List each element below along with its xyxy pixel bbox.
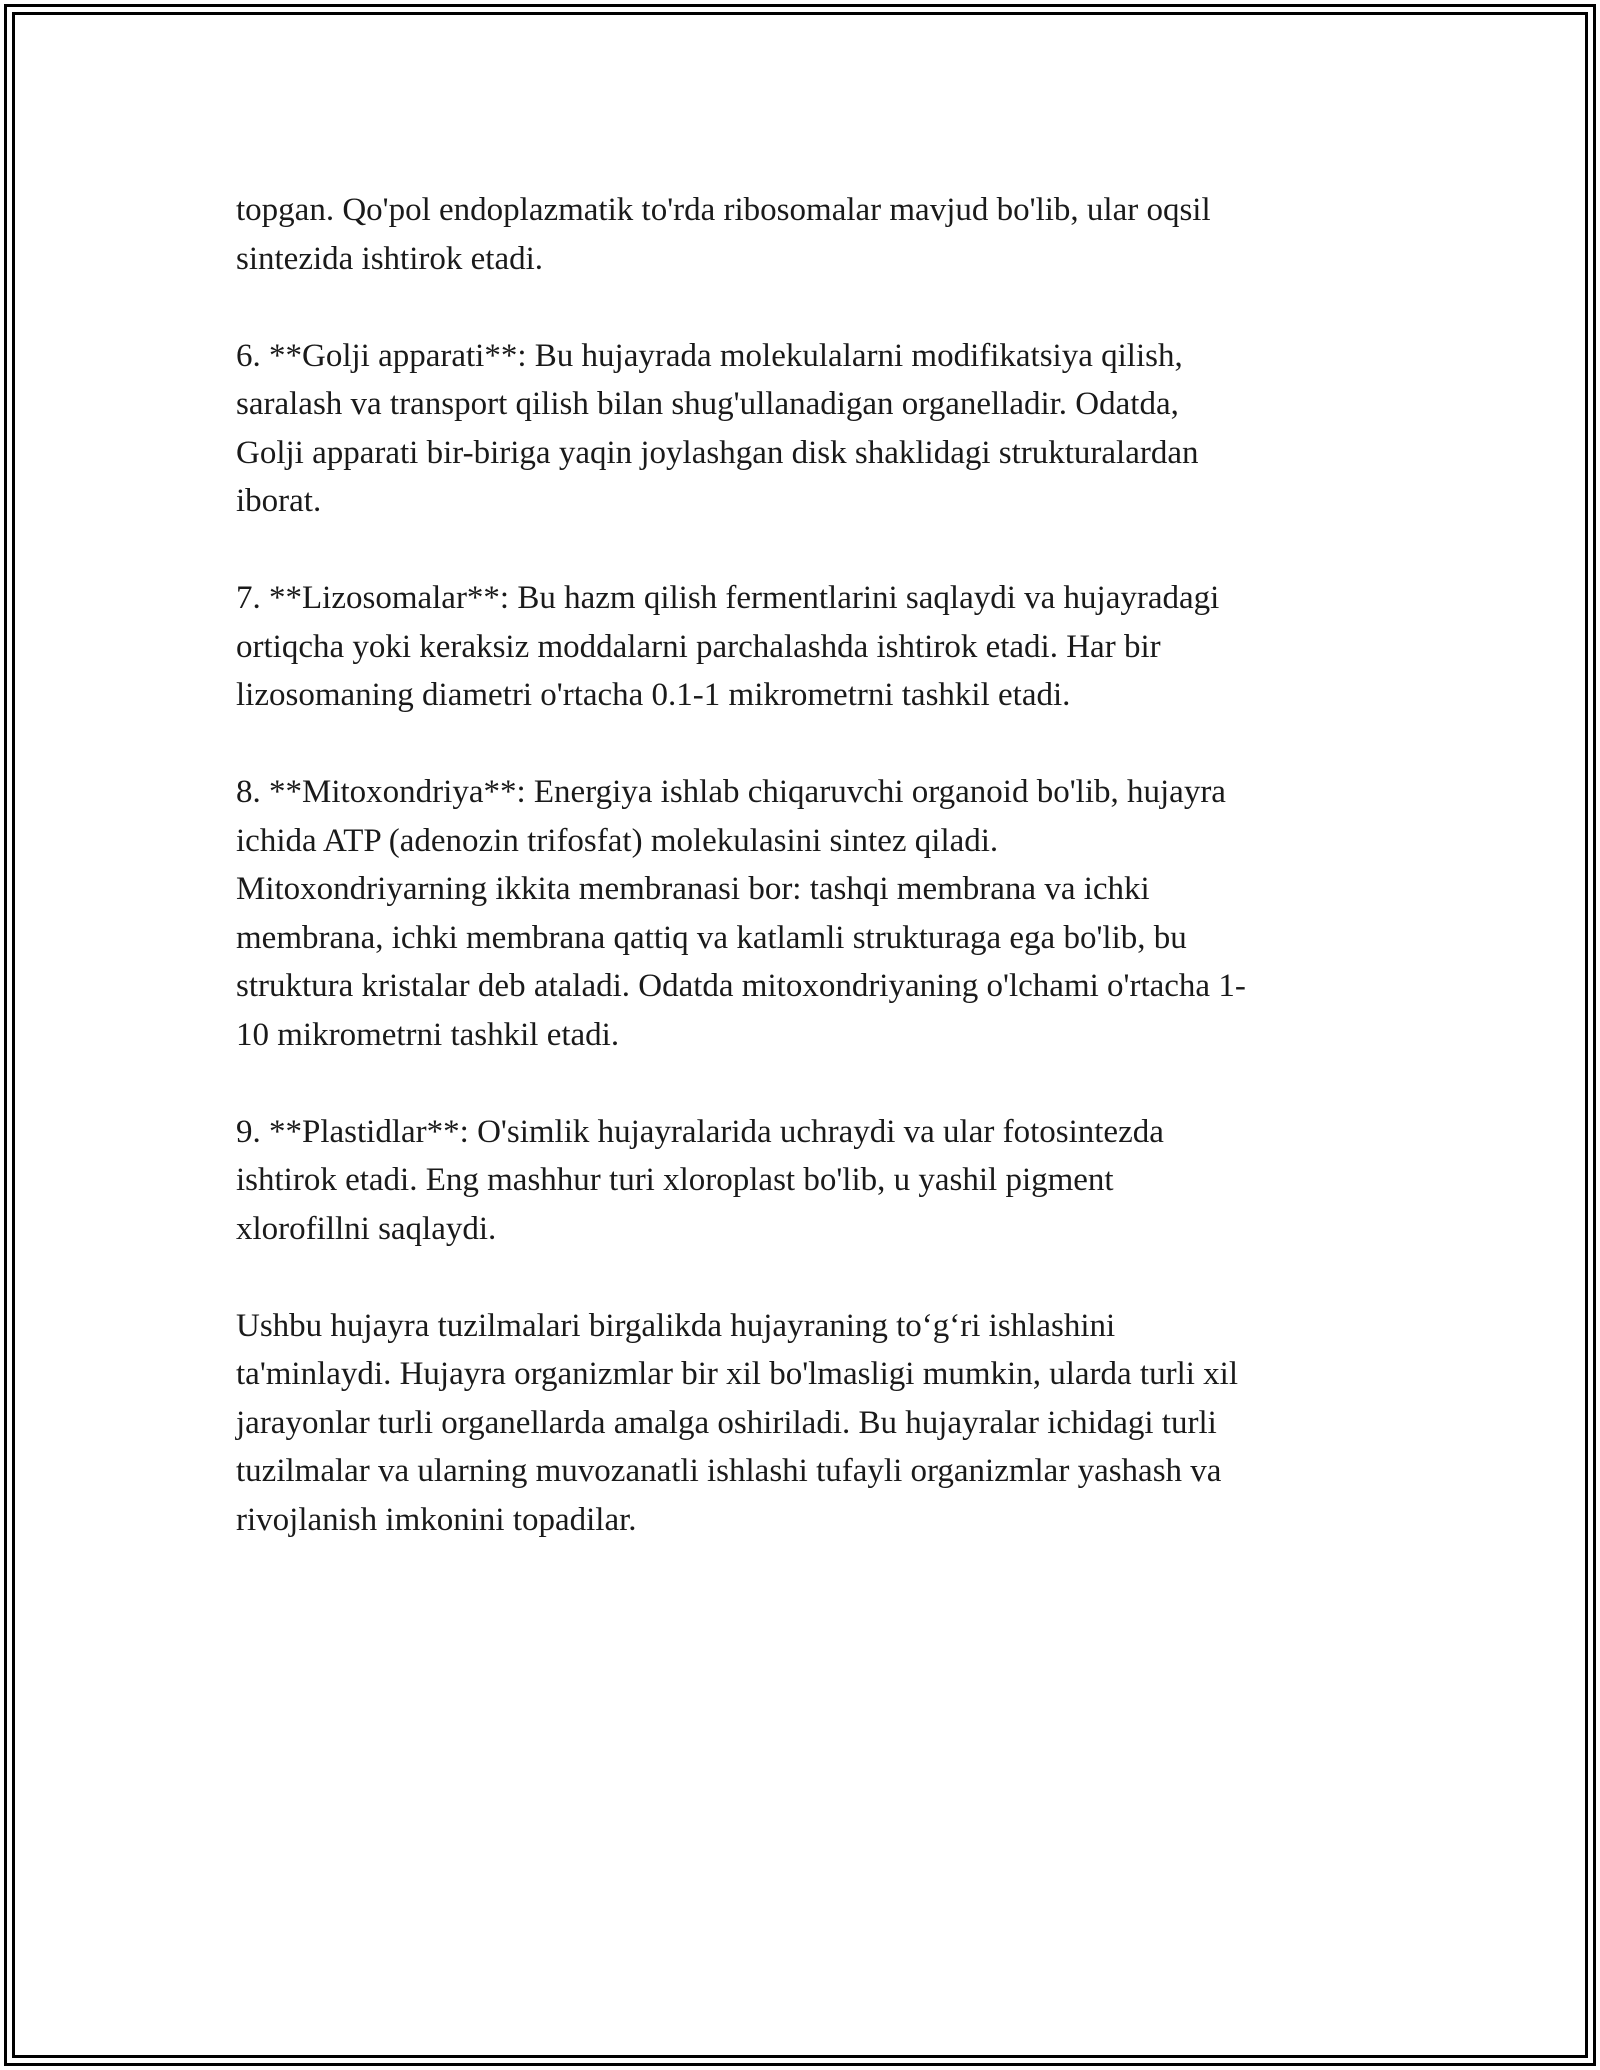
paragraph-golji-apparati: 6. **Golji apparati**: Bu hujayrada molekulalarni modifikatsiya qilish, saralash va transport qilish bilan shug'ullanadigan organelladir. Odatda, Golji apparati bir-biriga yaqin joylashgan disk shaklidagi strukturalardan iborat. xyxy=(236,337,1199,519)
paragraph-conclusion: Ushbu hujayra tuzilmalari birgalikda hujayraning to‘g‘ri ishlashini ta'minlaydi. Hujayra organizmlar bir xil bo'lmasligi mumkin, ularda turli xil jarayonlar turli organellarda amalga oshiriladi. Bu hujayralar ichidagi turli tuzilmalar va ularning muvozanatli ishlashi tufayli organizmlar yashash va rivojlanish imkonini topadilar. xyxy=(236,1307,1239,1538)
paragraph-mitoxondriya: 8. **Mitoxondriya**: Energiya ishlab chiqaruvchi organoid bo'lib, hujayra ichida ATP (adenozin trifosfat) molekulasini sintez qiladi. Mitoxondriyarning ikkita membranasi bor: tashqi membrana va ichki membrana, ichki membrana qattiq va katlamli strukturaga ega bo'lib, bu struktura kristalar deb ataladi. Odatda mitoxondriyaning o'lchami o'rtacha 1- 10 mikrometrni tashkil etadi. xyxy=(236,774,1246,1053)
document-body xyxy=(236,186,1386,1593)
paragraph-lizosomalar: 7. **Lizosomalar**: Bu hazm qilish fermentlarini saqlaydi va hujayradagi ortiqcha yoki keraksiz moddalarni parchalashda ishtirok etadi. Har bir lizosomaning diametri o'rtacha 0.1-1 mikrometrni tashkil etadi. xyxy=(236,580,1220,713)
paragraph-continuation: topgan. Qo'pol endoplazmatik to'rda ribosomalar mavjud bo'lib, ular oqsil sintezida ishtirok etadi. xyxy=(236,192,1211,277)
paragraph-plastidlar: 9. **Plastidlar**: O'simlik hujayralarida uchraydi va ular fotosintezda ishtirok etadi. Eng mashhur turi xloroplast bo'lib, u yashil pigment xlorofillni saqlaydi. xyxy=(236,1113,1164,1247)
